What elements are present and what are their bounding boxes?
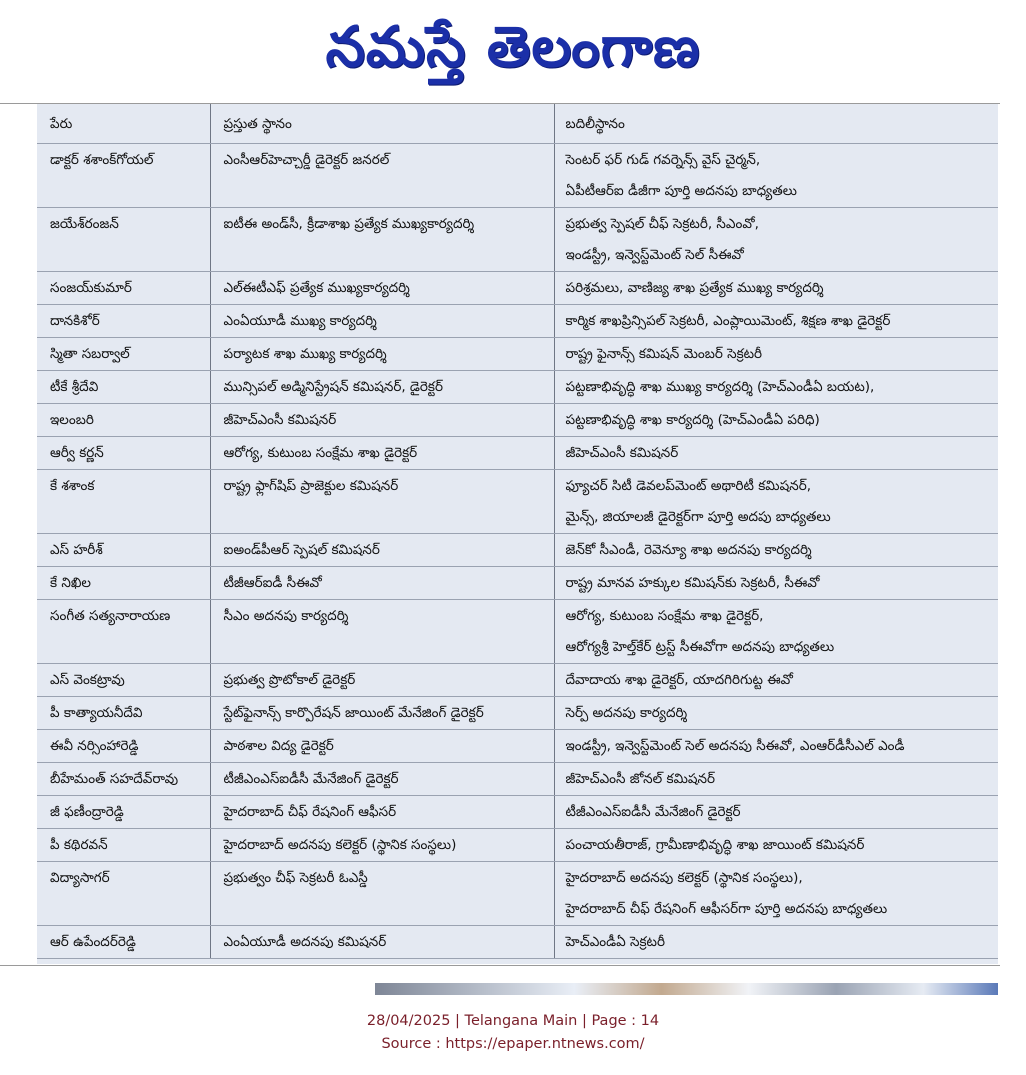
cell-current-post-line: సీఎం అదనపు కార్యదర్శి bbox=[223, 608, 349, 624]
cell-new-post-line: హెచ్ఎండీఏ సెక్రటరీ bbox=[565, 934, 665, 950]
cell-current-post-line: జీహెచ్ఎంసీ కమిషనర్ bbox=[223, 412, 337, 428]
table-row bbox=[37, 534, 998, 567]
cell-current-post-line: ఎల్ఈటీఎఫ్ ప్రత్యేక ముఖ్యకార్యదర్శి bbox=[223, 280, 410, 296]
cell-officer-name: సంజయ్‌కుమార్ bbox=[37, 272, 210, 305]
cell-current-post bbox=[210, 567, 554, 600]
cell-current-post bbox=[210, 404, 554, 437]
table-row bbox=[37, 144, 998, 208]
cell-officer-name: బీహేమంత్ సహదేవ్‌రావు bbox=[37, 763, 210, 796]
table-row bbox=[37, 208, 998, 272]
table-row bbox=[37, 664, 998, 697]
cell-new-post-line: జీహెచ్ఎంసీ జోనల్ కమిషనర్ bbox=[565, 771, 715, 787]
table-row bbox=[37, 862, 998, 926]
cell-new-post bbox=[554, 208, 998, 272]
bottom-divider bbox=[0, 965, 1000, 966]
cell-new-post bbox=[554, 664, 998, 697]
cell-officer-name: దానకిశోర్ bbox=[37, 305, 210, 338]
cell-officer-name: ఇలంబరి bbox=[37, 404, 210, 437]
cell-new-post-line: మైన్స్, జియాలజీ డైరెక్టర్‌గా పూర్తి అదపు బాధ్యతలు bbox=[565, 509, 831, 525]
cell-new-post-line: సెర్ప్ అదనపు కార్యదర్శి bbox=[565, 705, 688, 721]
cell-new-post-line: దేవాదాయ శాఖ డైరెక్టర్, యాదగిరిగుట్ట ఈవో bbox=[565, 672, 793, 688]
cell-new-post bbox=[554, 470, 998, 534]
cell-new-post-line: హైదరాబాద్ చీఫ్ రేషనింగ్ ఆఫీసర్‌గా పూర్తి అదనపు బాధ్యతలు bbox=[565, 901, 888, 917]
cell-new-post bbox=[554, 305, 998, 338]
cell-new-post-line: రాష్ట్ర ఫైనాన్స్ కమిషన్ మెంబర్ సెక్రటరీ bbox=[565, 346, 763, 362]
cell-new-post-line: ఆరోగ్య, కుటుంబ సంక్షేమ శాఖ డైరెక్టర్, bbox=[565, 608, 764, 624]
cell-new-post-line: జెన్‌కో సీఎండీ, రెవెన్యూ శాఖ అదనపు కార్యదర్శి bbox=[565, 542, 812, 558]
table-row bbox=[37, 404, 998, 437]
cell-officer-name: జయేశ్‌రంజన్ bbox=[37, 208, 210, 272]
cell-current-post-line: ఆరోగ్య, కుటుంబ సంక్షేమ శాఖ డైరెక్టర్ bbox=[223, 445, 418, 461]
masthead bbox=[0, 0, 1026, 96]
cell-officer-name: ఈవీ నర్సింహారెడ్డి bbox=[37, 730, 210, 763]
cell-new-post bbox=[554, 371, 998, 404]
cell-new-post-line: ఆరోగ్యశ్రీ హెల్త్‌కేర్ ట్రస్ట్ సీఈవోగా అదనపు బాధ్యతలు bbox=[565, 639, 835, 655]
table-row bbox=[37, 829, 998, 862]
cell-current-post bbox=[210, 470, 554, 534]
table-row bbox=[37, 371, 998, 404]
cell-current-post-line: ఎంఏయూడీ ముఖ్య కార్యదర్శి bbox=[223, 313, 377, 329]
cell-current-post bbox=[210, 534, 554, 567]
cell-officer-name: కే శశాంక bbox=[37, 470, 210, 534]
cell-new-post-line: జీహెచ్ఎంసీ కమిషనర్ bbox=[565, 445, 679, 461]
cell-new-post bbox=[554, 763, 998, 796]
cell-current-post-line: హైదరాబాద్ అదనపు కలెక్టర్ (స్థానిక సంస్థలు) bbox=[223, 837, 457, 853]
cell-new-post-line: రాష్ట్ర మానవ హక్కుల కమిషన్‌కు సెక్రటరీ, సీఈవో bbox=[565, 575, 820, 591]
cell-officer-name: జీ ఫణీంద్రారెడ్డి bbox=[37, 796, 210, 829]
cell-new-post-line: కార్మిక శాఖప్రిన్సిపల్ సెక్రటరీ, ఎంప్లాయిమెంట్, శిక్షణ శాఖ డైరెక్టర్ bbox=[565, 313, 891, 329]
cell-current-post-line: ఐటీఈ అండ్‌సీ, క్రీడాశాఖ ప్రత్యేక ముఖ్యకార్యదర్శి bbox=[223, 216, 475, 232]
cell-current-post bbox=[210, 144, 554, 208]
cell-current-post-line: టీజీఆర్ఐడీ సీఈవో bbox=[223, 575, 322, 591]
cell-new-post-line: ఫ్యూచర్ సిటీ డెవలప్‌మెంట్ అథారిటీ కమిషనర్, bbox=[565, 478, 811, 494]
table-row bbox=[37, 600, 998, 664]
cell-current-post bbox=[210, 829, 554, 862]
cell-officer-name: ఆర్వీ కర్ణన్ bbox=[37, 437, 210, 470]
cell-new-post bbox=[554, 567, 998, 600]
cell-officer-name: పీ కాత్యాయనీదేవి bbox=[37, 697, 210, 730]
cell-new-post-line: పరిశ్రమలు, వాణిజ్య శాఖ ప్రత్యేక ముఖ్య కార్యదర్శి bbox=[565, 280, 824, 296]
cell-officer-name: ఎస్ హరీశ్ bbox=[37, 534, 210, 567]
header-current-post: ప్రస్తుత స్థానం bbox=[210, 104, 554, 144]
cell-new-post bbox=[554, 796, 998, 829]
transfers-table-panel bbox=[37, 104, 998, 964]
cell-new-post bbox=[554, 534, 998, 567]
cell-current-post bbox=[210, 338, 554, 371]
cell-new-post bbox=[554, 272, 998, 305]
cell-current-post-line: ఎంసీఆర్‌హెచ్చార్డీ డైరెక్టర్ జనరల్ bbox=[223, 152, 390, 168]
cell-current-post bbox=[210, 730, 554, 763]
cell-new-post-line: పంచాయతీరాజ్, గ్రామీణాభివృద్ధి శాఖ జాయింట్ కమిషనర్ bbox=[565, 837, 865, 853]
table-row bbox=[37, 272, 998, 305]
table-row bbox=[37, 470, 998, 534]
cell-new-post bbox=[554, 829, 998, 862]
cell-new-post-line: సెంటర్ ఫర్ గుడ్ గవర్నెన్స్ వైస్ చైర్మన్, bbox=[565, 152, 761, 168]
cell-current-post-line: రాష్ట్ర ఫ్లాగ్‌షిప్ ప్రాజెక్టుల కమిషనర్ bbox=[223, 478, 399, 494]
cell-new-post bbox=[554, 730, 998, 763]
cell-new-post-line: ఇండస్ట్రీ, ఇన్వెస్ట్‌మెంట్ సెల్ అదనపు సీఈవో, ఎంఆర్‌డీసీఎల్ ఎండీ bbox=[565, 738, 905, 754]
cell-current-post bbox=[210, 305, 554, 338]
cell-new-post-line: ప్రభుత్వ స్పెషల్ చీఫ్ సెక్రటరీ, సీఎంవో, bbox=[565, 216, 759, 232]
cell-new-post-line: ఇండస్ట్రీ, ఇన్వెస్ట్‌మెంట్ సెల్ సీఈవో bbox=[565, 247, 744, 263]
cell-new-post bbox=[554, 926, 998, 959]
cell-current-post bbox=[210, 371, 554, 404]
cell-officer-name: ఆర్ ఉపేందర్‌రెడ్డి bbox=[37, 926, 210, 959]
cell-new-post-line: పట్టణాభివృద్ధి శాఖ ముఖ్య కార్యదర్శి (హెచ్ఎండీఏ బయట), bbox=[565, 379, 875, 395]
cell-current-post bbox=[210, 796, 554, 829]
cell-new-post bbox=[554, 697, 998, 730]
cell-current-post-line: హైదరాబాద్ చీఫ్ రేషనింగ్ ఆఫీసర్ bbox=[223, 804, 397, 820]
cell-officer-name: పీ కథిరవన్ bbox=[37, 829, 210, 862]
cell-current-post-line: పర్యాటక శాఖ ముఖ్య కార్యదర్శి bbox=[223, 346, 387, 362]
cell-officer-name: డాక్టర్ శశాంక్‌గోయల్ bbox=[37, 144, 210, 208]
cell-current-post-line: టీజీఎంఎస్ఐడీసీ మేనేజింగ్ డైరెక్టర్ bbox=[223, 771, 399, 787]
table-row bbox=[37, 567, 998, 600]
cell-current-post-line: ఐఅండ్‌పీఆర్ స్పెషల్ కమిషనర్ bbox=[223, 542, 380, 558]
cell-officer-name: కే నిఖిల bbox=[37, 567, 210, 600]
cell-new-post bbox=[554, 144, 998, 208]
cell-new-post-line: ఏపీటీఆర్ఐ డీజీగా పూర్తి అదనపు బాధ్యతలు bbox=[565, 183, 797, 199]
cell-new-post-line: టీజీఎంఎస్ఐడీసీ మేనేజింగ్ డైరెక్టర్ bbox=[565, 804, 741, 820]
newspaper-title: నమస్తే తెలంగాణ bbox=[325, 15, 701, 80]
footer-source: Source : https://epaper.ntnews.com/ bbox=[381, 1036, 645, 1052]
cell-new-post bbox=[554, 437, 998, 470]
cell-officer-name: సంగీత సత్యనారాయణ bbox=[37, 600, 210, 664]
table-row bbox=[37, 338, 998, 371]
table-header-row bbox=[37, 104, 998, 144]
cell-current-post-line: స్టేట్‌ఫైనాన్స్ కార్పొరేషన్ జాయింట్ మేనేజింగ్ డైరెక్టర్ bbox=[223, 705, 484, 721]
table-row bbox=[37, 437, 998, 470]
cell-new-post-line: పట్టణాభివృద్ధి శాఖ కార్యదర్శి (హెచ్ఎండీఏ పరిధి) bbox=[565, 412, 820, 428]
table-row bbox=[37, 796, 998, 829]
cell-current-post-line: మున్సిపల్ అడ్మినిస్ట్రేషన్ కమిషనర్, డైరెక్టర్ bbox=[223, 379, 443, 395]
cell-current-post-line: పాఠశాల విద్య డైరెక్టర్ bbox=[223, 738, 334, 754]
cell-current-post bbox=[210, 272, 554, 305]
header-new-post: బదిలీస్థానం bbox=[554, 104, 998, 144]
cell-current-post bbox=[210, 664, 554, 697]
cell-current-post bbox=[210, 208, 554, 272]
cell-new-post bbox=[554, 862, 998, 926]
cell-current-post-line: ప్రభుత్వం చీఫ్ సెక్రటరీ ఓఎస్డీ bbox=[223, 870, 368, 886]
cell-new-post-line: హైదరాబాద్ అదనపు కలెక్టర్ (స్థానిక సంస్థలు), bbox=[565, 870, 803, 886]
cell-new-post bbox=[554, 338, 998, 371]
cell-officer-name: స్మితా సబర్వాల్ bbox=[37, 338, 210, 371]
table-row bbox=[37, 730, 998, 763]
table-row bbox=[37, 697, 998, 730]
transfers-table bbox=[37, 104, 998, 959]
cell-current-post bbox=[210, 437, 554, 470]
cell-current-post bbox=[210, 763, 554, 796]
cell-current-post-line: ఎంఏయూడీ అదనపు కమిషనర్ bbox=[223, 934, 387, 950]
cell-new-post bbox=[554, 404, 998, 437]
table-row bbox=[37, 305, 998, 338]
table-row bbox=[37, 926, 998, 959]
cell-new-post bbox=[554, 600, 998, 664]
cell-current-post bbox=[210, 697, 554, 730]
footer-edition-info: 28/04/2025 | Telangana Main | Page : 14 bbox=[366, 1013, 660, 1029]
cell-current-post bbox=[210, 926, 554, 959]
cell-officer-name: విద్యాసాగర్ bbox=[37, 862, 210, 926]
cell-officer-name: ఎస్ వెంకట్రావు bbox=[37, 664, 210, 697]
header-name: పేరు bbox=[37, 104, 210, 144]
cell-current-post bbox=[210, 862, 554, 926]
photo-strip-image bbox=[375, 983, 998, 995]
cell-officer-name: టీకే శ్రీదేవి bbox=[37, 371, 210, 404]
cell-current-post-line: ప్రభుత్వ ప్రొటోకాల్ డైరెక్టర్ bbox=[223, 672, 356, 688]
table-row bbox=[37, 763, 998, 796]
cell-current-post bbox=[210, 600, 554, 664]
